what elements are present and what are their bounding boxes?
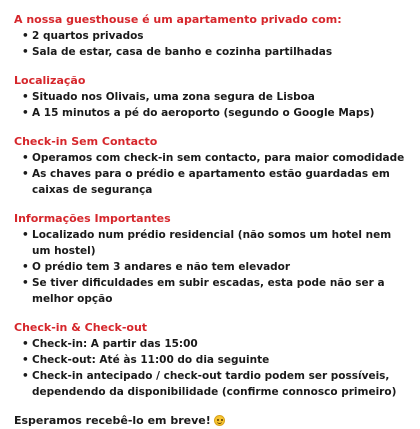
section-checkin-checkout bbox=[14, 320, 410, 400]
list-item: • Check-out: Até às 11:00 do dia seguinte bbox=[22, 354, 270, 366]
bullet-icon: • bbox=[22, 30, 29, 42]
bullet-icon: • bbox=[22, 91, 29, 103]
list-item: • O prédio tem 3 andares e não tem elevador bbox=[22, 261, 291, 273]
bullet-icon: • bbox=[22, 152, 29, 164]
bullet-list bbox=[14, 227, 410, 307]
bullet-icon: • bbox=[22, 168, 29, 180]
list-item: • Operamos com check-in sem contacto, para maior comodidade bbox=[22, 152, 405, 164]
section-contactless-checkin bbox=[14, 134, 410, 198]
list-item: • Check-in antecipado / check-out tardio podem ser possíveis, dependendo da disponibilidade (confirme connosco primeiro) bbox=[22, 370, 397, 398]
list-item: • As chaves para o prédio e apartamento estão guardadas em caixas de segurança bbox=[22, 168, 390, 196]
list-item: • Situado nos Olivais, uma zona segura de Lisboa bbox=[22, 91, 315, 103]
bullet-icon: • bbox=[22, 277, 29, 289]
section-heading: Check-in & Check-out bbox=[14, 321, 148, 334]
bullet-icon: • bbox=[22, 370, 29, 382]
bullet-icon: • bbox=[22, 46, 29, 58]
smiling-face-icon bbox=[214, 415, 225, 426]
section-important-info bbox=[14, 211, 410, 307]
list-item: • Se tiver dificuldades em subir escadas, esta pode não ser a melhor opção bbox=[22, 277, 385, 305]
bullet-list bbox=[14, 28, 410, 60]
bullet-icon: • bbox=[22, 338, 29, 350]
section-apartment bbox=[14, 12, 410, 60]
bullet-icon: • bbox=[22, 107, 29, 119]
list-item: • Check-in: A partir das 15:00 bbox=[22, 338, 198, 350]
list-item: • Localizado num prédio residencial (não somos um hotel nem um hostel) bbox=[22, 229, 392, 257]
section-heading: A nossa guesthouse é um apartamento privado com: bbox=[14, 13, 342, 26]
bullet-list bbox=[14, 336, 410, 400]
list-item: • Sala de estar, casa de banho e cozinha partilhadas bbox=[22, 46, 333, 58]
bullet-icon: • bbox=[22, 229, 29, 241]
section-heading: Localização bbox=[14, 74, 86, 87]
bullet-icon: • bbox=[22, 261, 29, 273]
section-heading: Check-in Sem Contacto bbox=[14, 135, 158, 148]
bullet-list bbox=[14, 89, 410, 121]
section-location bbox=[14, 73, 410, 121]
list-item: • 2 quartos privados bbox=[22, 30, 144, 42]
list-item: • A 15 minutos a pé do aeroporto (segundo o Google Maps) bbox=[22, 107, 375, 119]
bullet-list bbox=[14, 150, 410, 198]
bullet-icon: • bbox=[22, 354, 29, 366]
closing-message: Esperamos recebê-lo em breve! bbox=[14, 413, 410, 429]
section-heading: Informações Importantes bbox=[14, 212, 171, 225]
